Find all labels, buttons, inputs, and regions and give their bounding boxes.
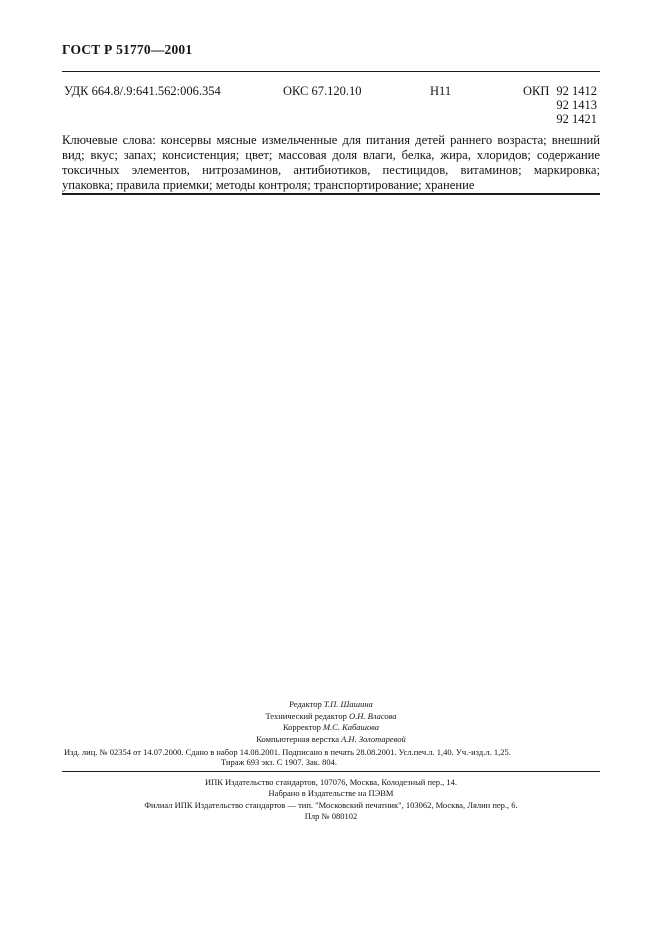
keywords-paragraph: Ключевые слова: консервы мясные измельченные для питания детей раннего возраста; внешний вид; вкус; запах; консистенция; цвет; массовая доля влаги, белка, жира, хлоридов; содержание токсичных элементов, нитрозаминов, антибиотиков, пестицидов, витаминов; маркировка; упаковка; правила приемки; методы контроля; транспортирование; хранение [62,133,600,192]
imprint-line: Плр № 080102 [304,811,358,822]
credits-block [62,699,600,745]
okp-label: ОКП [523,84,550,98]
okp-values [556,84,597,126]
publication-line: Тираж 693 экз. С 1907. Зак. 804. [221,757,338,767]
imprint-line: Филиал ИПК Издательство стандартов — тип. "Московский печатник", 103062, Москва, Лялин пер., 6. [144,799,518,810]
credit-name: О.Н. Власова [348,710,397,721]
credit-line [62,711,600,723]
keywords-rule [62,193,600,195]
document-header: ГОСТ Р 51770—2001 [62,42,193,57]
credit-role: Редактор [289,699,322,709]
oks-code: ОКС 67.120.10 [283,84,362,98]
credit-line [62,722,600,734]
imprint-rule [62,771,600,772]
okp-value: 92 1421 [556,112,597,126]
okp-value: 92 1412 [556,84,597,98]
publication-info [64,747,511,767]
credit-role: Корректор [282,722,321,732]
imprint-line: ИПК Издательство стандартов, 107076, Москва, Колодезный пер., 14. [204,777,458,787]
imprint-block [62,777,600,823]
okp-value: 92 1413 [556,98,597,112]
imprint-line: Набрано в Издательстве на ПЭВМ [268,788,394,799]
credit-name: М.С. Кабашова [322,722,380,732]
udk-code: УДК 664.8/.9:641.562:006.354 [64,84,221,98]
credit-line [62,734,600,746]
credit-line [62,699,600,711]
credit-name: А.Н. Золотаревой [341,733,406,744]
credit-role: Технический редактор [265,710,347,721]
credit-name: Т.П. Шашина [323,699,373,709]
credit-role: Компьютерная верстка [256,733,339,744]
header-rule [62,71,600,72]
n-code: Н11 [430,84,452,98]
publication-line: Изд. лиц. № 02354 от 14.07.2000. Сдано в набор 14.08.2001. Подписано в печать 28.08.2001. Усл.печ.л. 1,40. Уч.-изд.л. 1,25. [64,747,511,757]
